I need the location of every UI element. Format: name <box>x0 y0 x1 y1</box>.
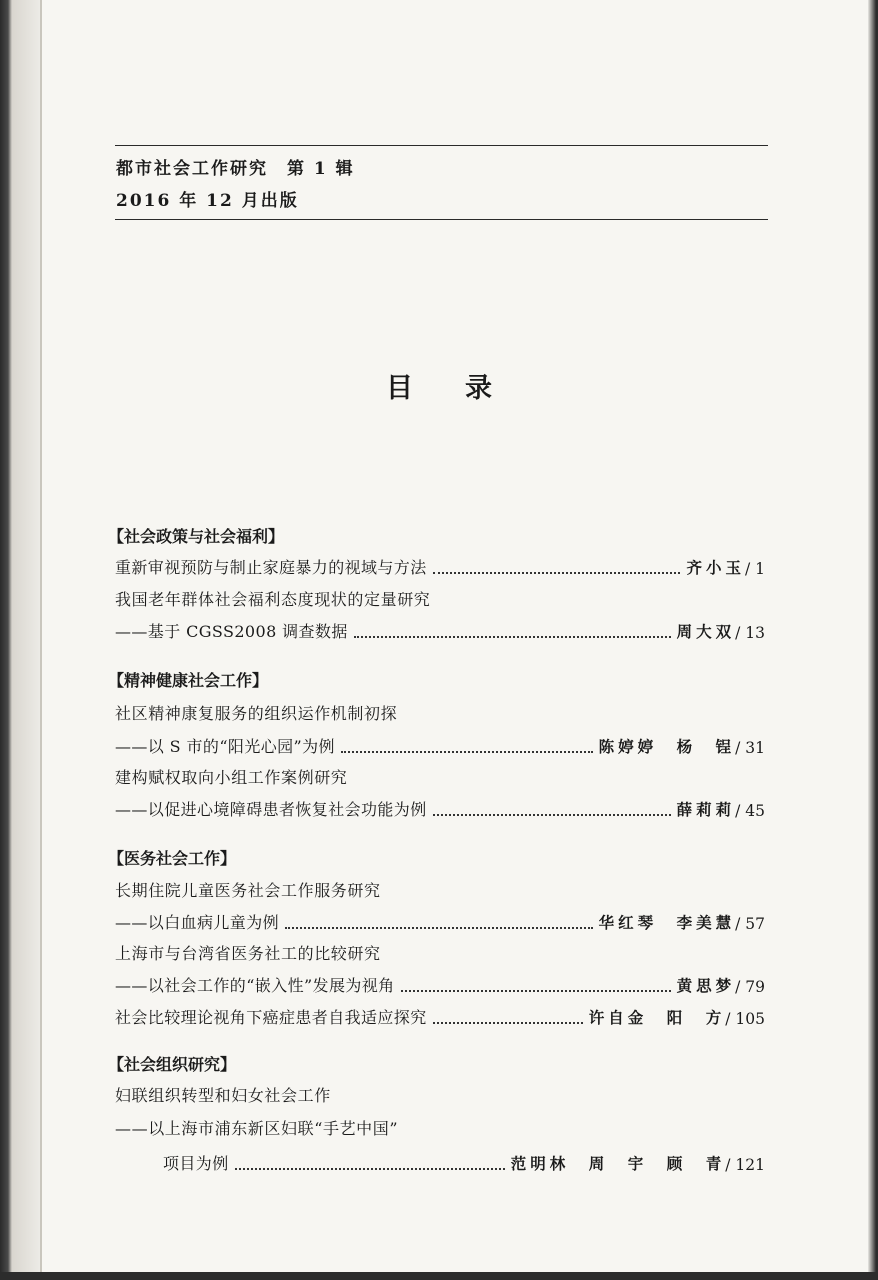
section-heading: 【社会组织研究】 <box>108 1055 237 1074</box>
leader-dots <box>285 917 593 929</box>
header-bottom-rule <box>115 219 768 220</box>
section-heading: 【医务社会工作】 <box>108 849 237 868</box>
page-edge-bottom <box>0 1272 878 1280</box>
entry-authors: 齐小玉 <box>686 558 745 577</box>
entry-subtitle: ——以 S 市的“阳光心园”为例 <box>115 737 335 756</box>
entry-page: / 105 <box>725 1010 765 1028</box>
entry-subtitle: ——基于 CGSS2008 调查数据 <box>115 622 348 641</box>
toc-entry-subtitle[interactable] <box>115 1115 765 1139</box>
publication-date: 2016 年 12 月出版 <box>116 191 299 211</box>
entry-page: / 121 <box>725 1156 765 1174</box>
entry-page: / 31 <box>735 739 765 757</box>
toc-title: 目录 <box>386 373 544 404</box>
entry-page: / 79 <box>735 978 765 996</box>
toc-entry-subtitle[interactable] <box>115 796 765 820</box>
entry-authors: 薛莉莉 <box>676 800 736 819</box>
entry-page: / 13 <box>735 624 765 642</box>
leader-dots <box>433 804 671 816</box>
entry-page: / 1 <box>744 560 765 578</box>
entry-subtitle: ——以上海市浦东新区妇联“手艺中国” <box>115 1119 399 1138</box>
book-gutter <box>0 0 40 1280</box>
entry-title: 妇联组织转型和妇女社会工作 <box>115 1086 331 1105</box>
series-title: 都市社会工作研究 第 1 辑 <box>116 159 355 179</box>
entry-title: 我国老年群体社会福利态度现状的定量研究 <box>115 590 431 609</box>
entry-title: 上海市与台湾省医务社工的比较研究 <box>115 944 381 963</box>
leader-dots <box>341 741 593 753</box>
leader-dots <box>354 626 671 638</box>
section-heading: 【精神健康社会工作】 <box>108 671 269 690</box>
entry-page: / 57 <box>735 915 765 933</box>
entry-title: 社区精神康复服务的组织运作机制初探 <box>115 704 398 723</box>
toc-entry[interactable] <box>115 1082 765 1106</box>
page-edge-right <box>868 0 878 1280</box>
toc-entry-subtitle[interactable] <box>115 618 765 642</box>
entry-subtitle-continued: 项目为例 <box>163 1154 229 1173</box>
entry-authors: 黄思梦 <box>676 976 736 995</box>
entry-authors: 范明林 周 宇 顾 青 <box>510 1154 726 1173</box>
toc-entry[interactable] <box>115 877 765 901</box>
entry-authors: 许自金 阳 方 <box>588 1008 726 1027</box>
toc-entry[interactable] <box>115 586 765 610</box>
toc-entry-subtitle[interactable] <box>115 909 765 933</box>
entry-subtitle: ——以促进心境障碍患者恢复社会功能为例 <box>115 800 427 819</box>
toc-entry[interactable] <box>115 940 765 964</box>
section-heading: 【社会政策与社会福利】 <box>108 527 285 546</box>
entry-title: 社会比较理论视角下癌症患者自我适应探究 <box>115 1008 427 1027</box>
entry-title: 建构赋权取向小组工作案例研究 <box>115 768 348 787</box>
toc-entry[interactable] <box>115 700 765 724</box>
entry-title: 重新审视预防与制止家庭暴力的视域与方法 <box>115 558 427 577</box>
toc-entry-subtitle[interactable] <box>163 1150 765 1174</box>
toc-entry[interactable] <box>115 764 765 788</box>
entry-authors: 周大双 <box>676 622 736 641</box>
leader-dots <box>433 1012 583 1024</box>
entry-title: 长期住院儿童医务社会工作服务研究 <box>115 881 381 900</box>
toc-entry[interactable] <box>115 1004 765 1028</box>
entry-subtitle: ——以白血病儿童为例 <box>115 913 280 932</box>
leader-dots <box>401 980 671 992</box>
entry-page: / 45 <box>735 802 765 820</box>
toc-entry[interactable] <box>115 554 765 578</box>
entry-subtitle: ——以社会工作的“嵌入性”发展为视角 <box>115 976 395 995</box>
toc-entry-subtitle[interactable] <box>115 972 765 996</box>
header-top-rule <box>115 145 768 146</box>
toc-entry-subtitle[interactable] <box>115 733 765 757</box>
leader-dots <box>235 1158 505 1170</box>
entry-authors: 华红琴 李美慧 <box>598 913 736 932</box>
leader-dots <box>433 562 681 574</box>
entry-authors: 陈婷婷 杨 锃 <box>598 737 736 756</box>
